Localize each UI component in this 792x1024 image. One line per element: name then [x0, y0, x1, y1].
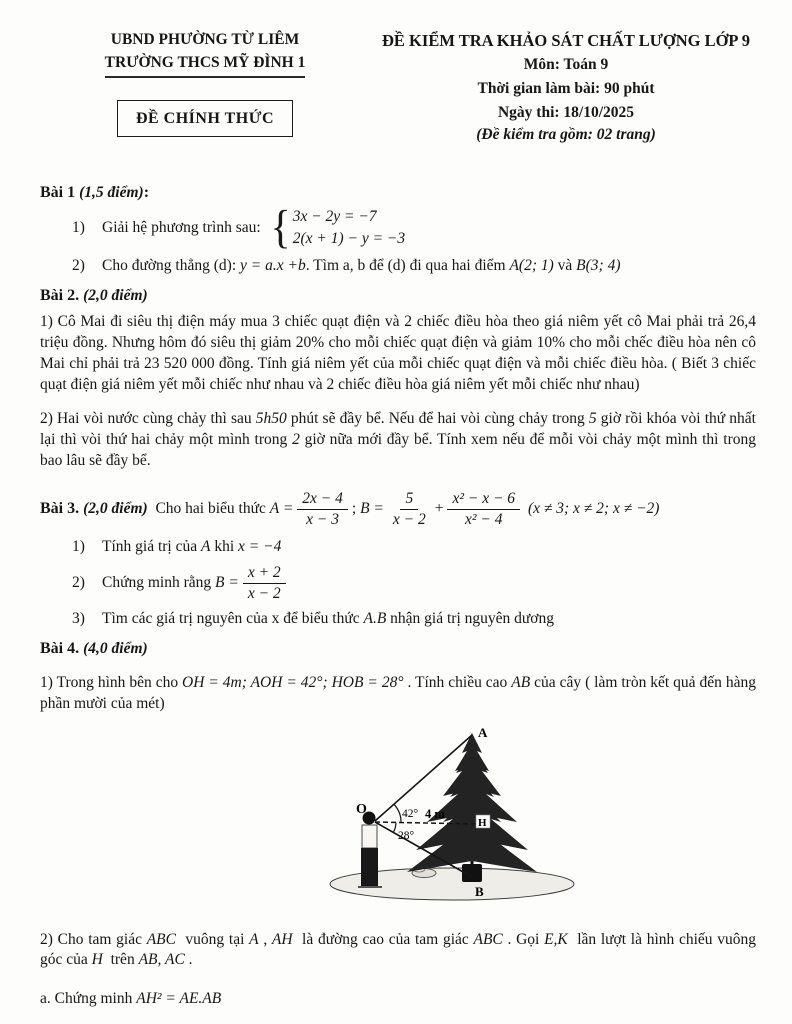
fraction-numerator: x² − x − 6	[447, 490, 520, 510]
header-left-block	[40, 30, 370, 146]
exam-title: ĐỀ KIỂM TRA KHẢO SÁT CHẤT LƯỢNG LỚP 9	[382, 31, 750, 50]
item1-text: Giải hệ phương trình sau:	[102, 219, 265, 237]
problem1-heading	[40, 182, 756, 204]
text-segment: 2) Hai vòi nước cùng chảy thì sau	[40, 410, 256, 428]
point-H: H	[91, 951, 103, 969]
label-B: B	[475, 883, 484, 899]
fraction-denominator: x − 2	[247, 584, 281, 602]
org-name-line1: UBND PHƯỜNG TỪ LIÊM	[110, 31, 300, 48]
tree-figure-svg	[322, 723, 578, 909]
system-line2: 2(x + 1) − y = −3	[292, 230, 406, 248]
product-AB: A.B	[363, 609, 387, 627]
time-value: 5h50	[255, 410, 287, 428]
school-name: TRƯỜNG THCS MỸ ĐÌNH 1	[105, 53, 306, 78]
exam-header	[0, 0, 792, 146]
exam-date: Ngày thi: 18/10/2025	[497, 103, 635, 121]
problem1-item1	[40, 201, 756, 254]
problem3-item1	[40, 537, 756, 558]
text-segment: Tính giá trị của	[102, 538, 201, 556]
number-value: 2	[292, 431, 300, 449]
fraction-result	[243, 564, 286, 603]
label-A: A	[478, 724, 488, 740]
problem3-points: (2,0 điểm)	[83, 499, 148, 517]
problem2-number: Bài 2.	[40, 286, 84, 304]
problem3-item2	[40, 562, 756, 605]
problem2-points: (2,0 điểm)	[83, 286, 148, 304]
triangle-ABC: ABC	[146, 930, 176, 948]
item-text	[102, 609, 554, 630]
text-segment: lần lượt là hình chiếu vuông góc của	[40, 930, 760, 969]
person-torso	[362, 825, 377, 848]
altitude-AH: AH	[271, 930, 293, 948]
problem1-points: (1,5 điểm)	[79, 184, 144, 202]
problem4-part2a	[40, 989, 756, 1010]
number-value: 5	[588, 410, 597, 428]
text-segment: . Gọi	[502, 930, 545, 948]
text-segment: trên	[102, 951, 139, 969]
text-segment: 2) Cho tam giác	[40, 930, 147, 948]
problem4-points: (4,0 điểm)	[83, 639, 148, 657]
item-label: 1)	[72, 538, 85, 556]
text-segment: phút sẽ đầy bể. Nếu để hai vòi cùng chảy trong	[286, 410, 589, 428]
label-O: O	[356, 801, 367, 817]
exam-pages-note: (Đề kiểm tra gồm: 02 trang)	[476, 126, 656, 144]
given-measurements: OH = 4m; AOH = 42°; HOB = 28°	[182, 674, 404, 692]
separator: ;	[351, 499, 361, 517]
angle-42-label: 42°	[402, 807, 419, 820]
fraction-numerator: 2x − 4	[297, 490, 348, 510]
problem2-part2	[40, 409, 760, 471]
fraction-denominator: x − 2	[392, 510, 426, 528]
text-segment: Chứng minh rằng	[102, 574, 216, 592]
distance-label: 4 m	[425, 806, 445, 821]
official-exam-box: ĐỀ CHÍNH THỨC	[117, 100, 293, 137]
expression-A-lhs: A =	[269, 499, 294, 517]
var-A: A	[201, 538, 211, 556]
text-segment: là đường cao của tam giác	[292, 930, 474, 948]
item-text	[102, 537, 281, 558]
fraction-numerator: x + 2	[243, 564, 286, 584]
segment-AB: AB	[511, 674, 531, 692]
fraction-numerator: 5	[400, 490, 418, 510]
problem2-heading	[40, 285, 756, 307]
exam-duration: Thời gian làm bài: 90 phút	[477, 79, 655, 97]
item1-label: 1)	[72, 219, 85, 237]
point-B: B(3; 4)	[576, 256, 621, 274]
label-H: H	[478, 816, 487, 829]
org-name-line2	[40, 53, 370, 78]
plus-sign: +	[434, 499, 444, 517]
text-segment: . Tìm a, b để (d) đi qua hai điểm	[305, 256, 510, 274]
text-segment: ,	[258, 930, 272, 948]
problem3-item3	[40, 609, 756, 630]
math-line-equation: y = a.x +b	[240, 256, 306, 274]
text-segment: giờ nữa mới đầy bể. Tính xem nếu để mỗi vòi chảy một mình thì trong bao lâu sẽ đầy bể.	[40, 431, 760, 469]
equation-AH2: AH² = AE.AB	[136, 990, 222, 1008]
exam-subject: Môn: Toán 9	[523, 56, 609, 74]
problem4-heading	[40, 638, 756, 660]
text-segment: nhận giá trị nguyên dương	[386, 609, 554, 627]
text-segment: của cây ( làm tròn kết quả đến hàng phần mười của mét)	[40, 674, 760, 713]
problem1-number: Bài 1	[40, 184, 80, 202]
text-segment: Cho đường thẳng (d):	[102, 256, 241, 274]
problem3-intro: Cho hai biểu thức	[147, 499, 270, 517]
triangle-ABC: ABC	[473, 930, 503, 948]
fraction-B1	[388, 490, 431, 529]
angle-arc-28	[393, 823, 396, 833]
angle-28-label: 28°	[398, 829, 415, 842]
header-right-block	[370, 30, 762, 146]
fraction-B2	[447, 490, 520, 529]
problem4-part2	[40, 930, 760, 972]
fraction-denominator: x² − 4	[465, 510, 503, 528]
exam-body	[0, 146, 792, 1010]
item2-text	[102, 256, 621, 277]
system-line1: 3x − 2y = −7	[292, 207, 377, 225]
problem4-part1	[40, 673, 760, 715]
text-segment: và	[553, 256, 577, 274]
item2-label: 2)	[72, 256, 85, 274]
text-segment: .	[184, 951, 193, 969]
fraction-A	[297, 490, 348, 529]
problem2-part1: 1) Cô Mai đi siêu thị điện máy mua 3 chiếc quạt điện và 2 chiếc điều hòa theo giá niêm yết cô Mai phải trả 26,4 triệu đồng. Nhưng hôm đó siêu thị giảm 20% cho mỗi chiếc quạt điện và giảm 10% cho mỗi chếc điều hòa nên cô Mai chỉ phải trả 23 520 000 đồng. Tính giá niêm yết của mỗi chiếc quạt điện và mỗi chiếc điều hòa. ( Biết 3 chiếc quạt điện giá niêm yết mỗi chiếc như nhau và 2 chiếc điều hòa giá niêm yết mỗi chiếc như nhau)	[40, 313, 760, 393]
expression-B-lhs: B =	[360, 499, 384, 517]
text-segment: khi	[210, 538, 239, 556]
text-segment: a. Chứng minh	[40, 990, 137, 1008]
text-segment: giờ rồi khóa vòi thứ nhất lại thì vòi thứ hai chảy một mình trong	[40, 410, 760, 449]
text-segment: . Tính chiều cao	[403, 674, 512, 692]
problem3-number: Bài 3.	[40, 500, 84, 518]
problem4-number: Bài 4.	[40, 639, 84, 657]
equation-system	[293, 206, 405, 251]
problem3-heading-row	[40, 488, 756, 531]
point-A: A(2; 1)	[509, 256, 554, 274]
segments-AB-AC: AB, AC	[138, 951, 185, 969]
item-label: 2)	[72, 574, 85, 592]
tree-height-figure	[322, 723, 578, 916]
problem1-colon: :	[143, 184, 150, 202]
points-EK: E,K	[544, 930, 568, 948]
text-segment: vuông tại	[175, 930, 250, 948]
domain-conditions: (x ≠ 3; x ≠ 2; x ≠ −2)	[524, 499, 660, 517]
angle-arc-42	[394, 805, 401, 823]
problem1-item2	[40, 256, 756, 277]
text-segment: 1) Trong hình bên cho	[40, 674, 183, 692]
item-label: 3)	[72, 609, 85, 627]
x-value: x = −4	[238, 538, 282, 556]
system-brace: {	[270, 201, 291, 254]
vertex-A: A	[249, 930, 259, 948]
text-segment: Tìm các giá trị nguyên của x để biểu thức	[102, 609, 364, 627]
expression-B-lhs: B =	[215, 574, 239, 592]
fraction-denominator: x − 3	[306, 510, 340, 528]
person-lower-body	[361, 848, 378, 886]
